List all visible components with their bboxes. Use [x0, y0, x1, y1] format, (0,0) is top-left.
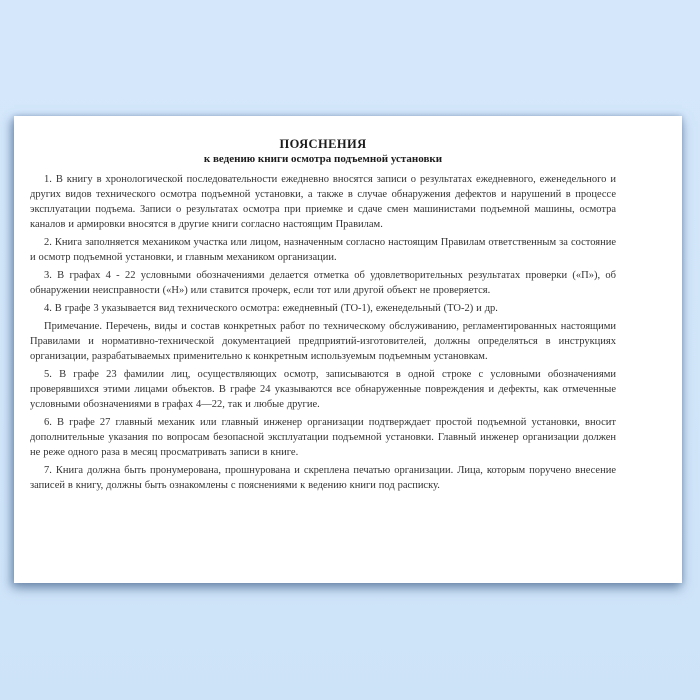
paragraph-2: 2. Книга заполняется механиком участка или лицом, назначенным согласно настоящим Правилам ответственным за состояние и осмотр подъемной установки, и главным механиком организации.: [30, 237, 616, 263]
paragraph-4: 4. В графе 3 указывается вид технического осмотра: ежедневный (ТО-1), еженедельный (ТО-2) и др.: [44, 303, 498, 314]
paragraph-1: 1. В книгу в хронологической последовательности ежедневно вносятся записи о результатах ежедневного, еженедельного и других видов технического осмотра подъемной установки, а также в случае обнаружения дефектов и нарушений в процессе эксплуатации подъема. Записи о результатах осмотра при приемке и сдаче смен машинистами подъемной машины, осмотра каналов и армировки вносятся в другие книги согласно настоящим Правилам.: [30, 174, 616, 230]
document-page: [14, 116, 682, 583]
document-title: ПОЯСНЕНИЯ: [279, 137, 367, 151]
paragraph-5: 5. В графе 23 фамилии лиц, осуществляющих осмотр, записываются в одной строке с условными обозначениями проверявшихся этими лицами объектов. В графе 24 указываются все обнаруженные повреждения и дефекты, как отмеченные условными обозначениями в графах 4—22, так и любые другие.: [30, 369, 616, 410]
paragraph-3: 3. В графах 4 - 22 условными обозначениями делается отметка об удовлетворительных результатах проверки («П»), об обнаружении неисправности («Н») или ставится прочерк, если тот или другой объект не проверяется.: [30, 270, 616, 296]
paragraph-7: 7. Книга должна быть пронумерована, прошнурована и скреплена печатью организации. Лица, которым поручено внесение записей в книгу, должны быть ознакомлены с пояснениями к ведению книги под расписку.: [30, 465, 616, 491]
note-paragraph: Примечание. Перечень, виды и состав конкретных работ по техническому обслуживанию, регламентированных настоящими Правилами и нормативно-технической документацией предприятий-изготовителей, должны определяться в инструкциях организации, разрабатываемых применительно к конкретным используемым подъемным установкам.: [30, 321, 616, 362]
paragraph-6: 6. В графе 27 главный механик или главный инженер организации подтверждает простой подъемной установки, вносит дополнительные указания по вопросам безопасной эксплуатации подъемной установки. Главный инженер организации должен не реже одного раза в месяц просматривать записи в книге.: [30, 417, 616, 458]
document-subtitle: к ведению книги осмотра подъемной установки: [203, 153, 443, 165]
